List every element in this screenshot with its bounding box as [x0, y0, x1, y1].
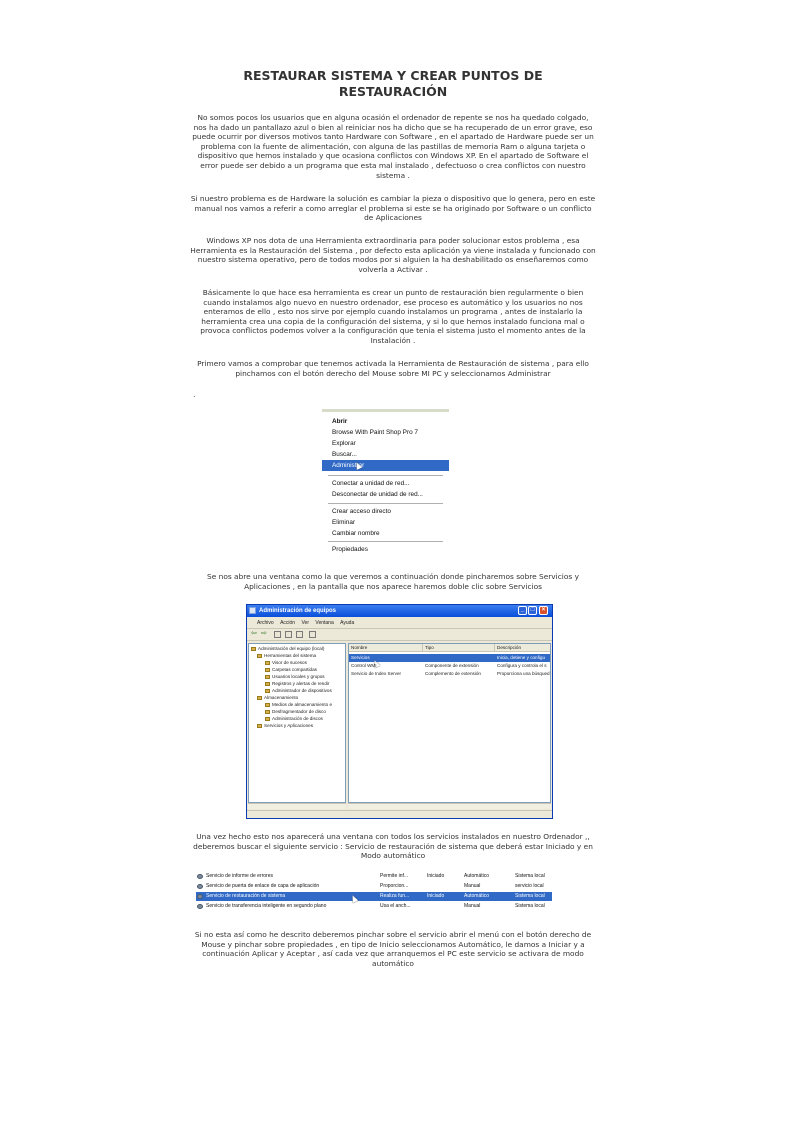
window-statusbar [247, 810, 552, 819]
list-cell-type: Componente de extensión [425, 663, 479, 668]
service-row-restauracion[interactable] [196, 892, 552, 901]
service-logon: Sistema local [515, 903, 545, 909]
up-folder-icon[interactable] [274, 631, 281, 638]
forward-arrow-icon[interactable]: ⇨ [261, 630, 267, 637]
show-tree-icon[interactable] [285, 631, 292, 638]
service-desc: Realiza fun... [380, 893, 410, 899]
window-titlebar [247, 605, 552, 617]
paragraph-step-2: Se nos abre una ventana como la que veremos a continuación donde pincharemos sobre Servicios y Aplicaciones , en la pantalla que nos aparece haremos doble clic sobre Servicios [207, 572, 579, 591]
list-cell-desc: Configura y controla el s [497, 663, 547, 668]
service-name: Servicio de informe de errores [206, 873, 273, 879]
tree-item[interactable] [265, 715, 323, 722]
list-scrollbar[interactable] [348, 803, 551, 809]
column-header-descripcion[interactable]: Descripción [495, 644, 551, 652]
tree-item[interactable] [257, 652, 316, 659]
service-name: Servicio de transferencia inteligente en segundo plano [206, 903, 327, 909]
paragraph-hardware: Si nuestro problema es de Hardware la solución es cambiar la pieza o dispositivo que lo genera, pero en este manual nos vamos a referir a como arreglar el problema si este se ha originado por Software o un conflicto de Aplicaciones [190, 194, 596, 223]
tree-item[interactable] [265, 680, 329, 687]
close-button[interactable]: × [539, 606, 548, 615]
service-startup: Automático [464, 893, 490, 899]
service-row[interactable] [196, 882, 552, 891]
service-startup: Manual [464, 883, 481, 889]
tree-label: Servicios y Aplicaciones [264, 723, 314, 728]
services-list-image [196, 871, 552, 914]
paragraph-step-3: Una vez hecho esto nos aparecerá una ventana con todos los servicios instalados en nuestro Ordenador ,, deberemos buscar el siguiente servicio : Servicio de restauración de sistema que deberá estar Iniciado y en Modo automático [193, 832, 593, 861]
service-name: Servicio de puerta de enlace de capa de aplicación [206, 883, 320, 889]
stray-dot: . [193, 390, 196, 399]
menu-item-desconectar[interactable]: Desconectar de unidad de red... [332, 491, 423, 498]
tree-item[interactable] [265, 666, 317, 673]
paragraph-how-it-works: Básicamente lo que hace esa herramienta es crear un punto de restauración bien regularmente o bien cuando instalamos algo nuevo en nuestro ordenador, ese proceso es automático y los usuarios no nos enteramos de ello , esto nos sirve por ejemplo cuando instalamos un programa , antes de instalarlo la herramienta crea una copia de la configuración del sistema, y si lo que hemos instalado funciona mal o provoca conflictos podemos volver a la configuración que tenia el sistema justo el momento antes de la Instalación . [200, 288, 586, 345]
context-menu-image [322, 409, 449, 557]
users-icon [265, 675, 270, 679]
menu-item-cambiar-nombre[interactable]: Cambiar nombre [332, 530, 380, 537]
window-toolbar [247, 629, 552, 641]
service-startup: Automático [464, 873, 490, 879]
export-icon[interactable] [296, 631, 303, 638]
event-viewer-icon [265, 661, 270, 665]
gear-icon [197, 904, 203, 909]
menu-separator [328, 503, 443, 504]
tree-item[interactable] [257, 722, 313, 729]
tree-label: Registros y alertas de rendir [272, 681, 330, 686]
tree-label: Herramientas del sistema [264, 653, 317, 658]
gear-icon [197, 894, 203, 899]
shared-folder-icon [265, 668, 270, 672]
tools-icon [257, 654, 262, 658]
list-cell-desc: Inicia, detiene y configu [497, 655, 546, 660]
column-header-tipo[interactable]: Tipo [423, 644, 495, 652]
minimize-button[interactable]: _ [518, 606, 527, 615]
tree-item[interactable] [265, 673, 325, 680]
service-row[interactable] [196, 902, 552, 911]
menu-item-abrir[interactable]: Abrir [332, 418, 348, 425]
title-line-1: RESTAURAR SISTEMA Y CREAR PUNTOS DE [243, 68, 543, 83]
menu-archivo[interactable]: Archivo [257, 620, 274, 626]
menu-item-conectar[interactable]: Conectar a unidad de red... [332, 480, 410, 487]
service-desc: Proporcion... [380, 883, 409, 889]
paragraph-step-4: Si no esta así como he descrito deberemos pinchar sobre el servicio abrir el menú con el botón derecho de Mouse y pinchar sobre propiedades , en tipo de Inicio seleccionamos Automático, le damos a Iniciar y a continuación Aplicar y Aceptar , así cada vez que arranquemos el PC este servicio se activara de modo automático [194, 930, 592, 968]
list-row-index-server[interactable] [349, 670, 551, 678]
list-row-control-wmi[interactable] [349, 662, 551, 670]
tree-item[interactable] [265, 701, 332, 708]
menu-item-propiedades[interactable]: Propiedades [332, 546, 368, 553]
list-cell-type: Complemento de extensión [425, 671, 481, 676]
list-pane [348, 643, 551, 803]
menu-item-buscar[interactable]: Buscar... [332, 451, 357, 458]
tree-label: Administración de discos [272, 716, 323, 721]
list-cell-name: Servicio de Index Server [351, 671, 402, 676]
menu-ver[interactable]: Ver [301, 620, 309, 626]
maximize-button[interactable]: □ [528, 606, 537, 615]
tree-item[interactable] [265, 708, 326, 715]
list-row-servicios[interactable] [349, 654, 551, 662]
computer-icon [249, 607, 256, 614]
column-header-nombre[interactable]: Nombre [349, 644, 423, 652]
tree-label: Visor de sucesos [272, 660, 307, 665]
service-state: Iniciado [427, 873, 445, 879]
service-logon: servicio local [515, 883, 544, 889]
menu-ayuda[interactable]: Ayuda [340, 620, 355, 626]
disk-management-icon [265, 717, 270, 721]
menu-item-eliminar[interactable]: Eliminar [332, 519, 356, 526]
tree-item[interactable] [257, 694, 298, 701]
service-desc: Usa el anch... [380, 903, 411, 909]
paragraph-windows-xp: Windows XP nos dota de una Herramienta extraordinaria para poder solucionar estos problema , esa Herramienta es la Restauración del Sistema , por defecto esta aplicación ya viene instalada y funcionado con nuestro sistema operativo, pero de todos modos por si alguien la ha deshabilitado os enseñaremos como volverla a Activar . [190, 236, 596, 274]
tree-pane [248, 643, 346, 803]
service-logon: Sistema local [515, 873, 545, 879]
service-startup: Manual [464, 903, 481, 909]
services-icon [257, 724, 262, 728]
service-logon: Sistema local [515, 893, 545, 899]
tree-label: Administrador de dispositivos [272, 688, 332, 693]
paragraph-step-1: Primero vamos a comprobar que tenemos activada la Herramienta de Restauración de sistema , para ello pinchamos con el botón derecho del Mouse sobre MI PC y seleccionamos Administrar [197, 359, 589, 378]
service-state: Iniciado [427, 893, 445, 899]
menu-item-administrar[interactable]: Administrar [322, 460, 449, 471]
menu-separator [328, 475, 443, 476]
service-name: Servicio de restauración de sistema [206, 893, 286, 899]
tree-item[interactable] [251, 645, 324, 652]
menu-item-crear-acceso[interactable]: Crear acceso directo [332, 508, 391, 515]
menu-ventana[interactable]: Ventana [315, 620, 334, 626]
back-arrow-icon[interactable]: ⇦ [251, 630, 257, 637]
help-icon[interactable] [309, 631, 316, 638]
tree-label: Almacenamiento [264, 695, 299, 700]
window-title: Administración de equipos [259, 608, 337, 614]
menu-accion[interactable]: Acción [280, 620, 296, 626]
tree-item[interactable] [265, 659, 307, 666]
storage-icon [257, 696, 262, 700]
tree-label: Usuarios locales y grupos [272, 674, 325, 679]
paragraph-intro: No somos pocos los usuarios que en alguna ocasión el ordenador de repente se nos ha quedado colgado, nos ha dado un pantallazo azul o bien al reiniciar nos ha dicho que se ha recuperado de un error grave, eso puede ocurrir por diversos motivos tanto Hardware con Software , en el apartado de Hardware puede ser un problema con la fuente de alimentación, con alguna de las pastillas de memoria Ram o alguna tarjeta o dispositivo que hemos instalado y que ocasiona conflictos con Windows XP. En el apartado de Software el error puede ser debido a un programa que esta mal instalado , defectuoso o crea conflictos con nuestro sistema . [192, 113, 594, 180]
tree-label: Carpetas compartidas [272, 667, 317, 672]
menu-item-explorar[interactable]: Explorar [332, 440, 356, 447]
performance-icon [265, 682, 270, 686]
tree-label: Desfragmentador de disco [272, 709, 326, 714]
tree-item[interactable] [265, 687, 332, 694]
list-cell-desc: Proporciona una búsqued [497, 671, 550, 676]
gear-icon [197, 874, 203, 879]
window-menubar [247, 618, 552, 629]
list-cell-name: Control WMI [351, 663, 377, 668]
defrag-icon [265, 710, 270, 714]
mgmt-window-image [246, 604, 553, 819]
service-row[interactable] [196, 872, 552, 881]
tree-label: Administración del equipo (local) [258, 646, 325, 651]
tree-label: Medios de almacenamiento e [272, 702, 333, 707]
title-line-2: RESTAURACIÓN [338, 84, 448, 99]
menu-separator [328, 541, 443, 542]
gear-icon [197, 884, 203, 889]
service-desc: Permite inf... [380, 873, 409, 879]
removable-storage-icon [265, 703, 270, 707]
tree-scrollbar[interactable] [248, 803, 346, 809]
document-title [190, 68, 596, 100]
menu-item-paint-shop[interactable]: Browse With Paint Shop Pro 7 [332, 429, 418, 436]
list-cell-name: Servicios [351, 655, 370, 660]
computer-icon [251, 647, 256, 651]
device-manager-icon [265, 689, 270, 693]
